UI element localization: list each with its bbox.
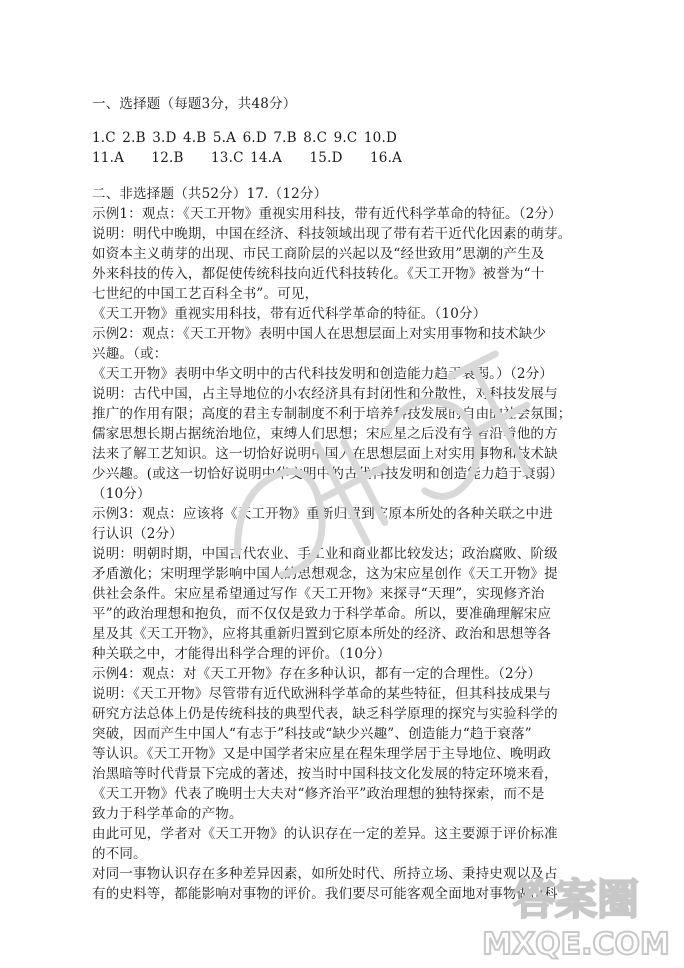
text-line: 星及其《天工开物》，应将其重新归置到它原本所处的经济、政治和思想等各 — [92, 626, 552, 642]
text-line: 有的史料等，都能影响对事物的评价。我们要尽可能客观全面地对事物做出科 — [92, 886, 558, 902]
text-line: 对同一事物认识存在多种差异因素，如所处时代、所持立场、秉持史观以及占 — [92, 866, 558, 882]
answers-row-2: 11.A 12.B 13.C 14.A 15.D 16.A — [92, 150, 403, 166]
corner-watermark-text: MXQE.COM — [482, 927, 670, 962]
text-line: 法来了解工艺知识。这一切恰好说明中国人在思想层面上对实用事物和技术缺 — [92, 446, 558, 462]
text-line: 平”的政治理想和抱负，而不仅仅是致力于科学革命。所以，要准确理解宋应 — [92, 606, 552, 622]
text-line: 行认识（2分） — [92, 526, 183, 542]
text-line: 七世纪的中国工艺百科全书”。可见， — [92, 286, 319, 302]
text-line: 致力于科学革命的产物。 — [92, 806, 243, 822]
text-line: 兴趣。（或： — [92, 346, 168, 362]
text-line: 由此可见，学者对《天工开物》的认识存在一定的差异。这主要源于评价标准 — [92, 826, 558, 842]
text-line: （10分） — [92, 486, 151, 502]
text-line: 说明：古代中国，占主导地位的小农经济具有封闭性和分散性，对科技发展与 — [92, 386, 558, 402]
text-line: 说明：明朝时期，中国古代农业、手工业和商业都比较发达；政治腐败、阶级 — [92, 546, 558, 562]
text-line: 《天工开物》表明中华文明中的古代科技发明和创造能力趋于衰弱。）（2分） — [92, 366, 554, 382]
text-line: 突破，因而产生中国人“有志于”科技或“缺少兴趣”、创造能力“趋于衰落” — [92, 726, 532, 742]
text-line: 的不同。 — [92, 846, 147, 862]
text-line: 研究方法总体上仍是传统科技的典型代表，缺乏科学原理的探究与实验科学的 — [92, 706, 558, 722]
text-line: 儒家思想长期占据统治地位，束缚人们思想；宋应星之后没有学者沿着他的方 — [92, 426, 558, 442]
text-line: 矛盾激化；宋明理学影响中国人的思想观念，这为宋应星创作《天工开物》提 — [92, 566, 558, 582]
text-line: 说明：明代中晚期，中国在经济、科技领域出现了带有若干近代化因素的萌芽。 — [92, 226, 572, 242]
text-line: 种关联之中，才能得出科学合理的评价。（10分） — [92, 646, 391, 662]
text-line: 供社会条件。宋应星希望通过写作《天工开物》来探寻“天理”，实现修齐治 — [92, 586, 545, 602]
text-line: 少兴趣。(或这一切恰好说明中华文明中的古代科技发明和创造能力趋于衰弱） — [92, 466, 564, 482]
text-line: 示例3：观点：应该将《天工开物》重新归置到它原本所处的各种关联之中进 — [92, 506, 553, 522]
text-line: 如资本主义萌芽的出现、市民工商阶层的兴起以及“经世致用”思潮的产生及 — [92, 246, 545, 262]
text-line: 等认识。《天工开物》又是中国学者宋应星在程朱理学居于主导地位、晚明政 — [92, 746, 552, 762]
text-line: 示例1：观点：《天工开物》重视实用科技，带有近代科学革命的特征。（2分） — [92, 206, 562, 222]
text-line: 推广的作用有限；高度的君主专制制度不利于培养科技发展的自由的社会氛围； — [92, 406, 572, 422]
text-line: 外来科技的传入，都促使传统科技向近代科技转化。《天工开物》被誉为“十 — [92, 266, 545, 282]
corner-watermark-glyphs: 答案圈 — [512, 875, 640, 924]
answers-row-1: 1.C 2.B 3.D 4.B 5.A 6.D 7.B 8.C 9.C 10.D — [92, 130, 397, 146]
section1-heading: 一、选择题（每题3分，共48分） — [92, 96, 297, 112]
text-line: 说明：《天工开物》尽管带有近代欧洲科学革命的某些特征，但其科技成果与 — [92, 686, 552, 702]
text-line: 示例4：观点：对《天工开物》存在多种认识，都有一定的合理性。（2分） — [92, 666, 542, 682]
text-line: 示例2：观点：《天工开物》表明中国人在思想层面上对实用事物和技术缺少 — [92, 326, 547, 342]
text-line: 治黑暗等时代背景下完成的著述，按当时中国科技文化发展的特定环境来看， — [92, 766, 558, 782]
section2-heading: 二、非选择题（共52分）17.（12分） — [92, 186, 328, 202]
text-line: 《天工开物》重视实用科技，带有近代科学革命的特征。（10分） — [92, 306, 487, 322]
text-line: 《天工开物》代表了晚明士大夫对“修齐治平”政治理想的独特探索，而不是 — [92, 786, 545, 802]
